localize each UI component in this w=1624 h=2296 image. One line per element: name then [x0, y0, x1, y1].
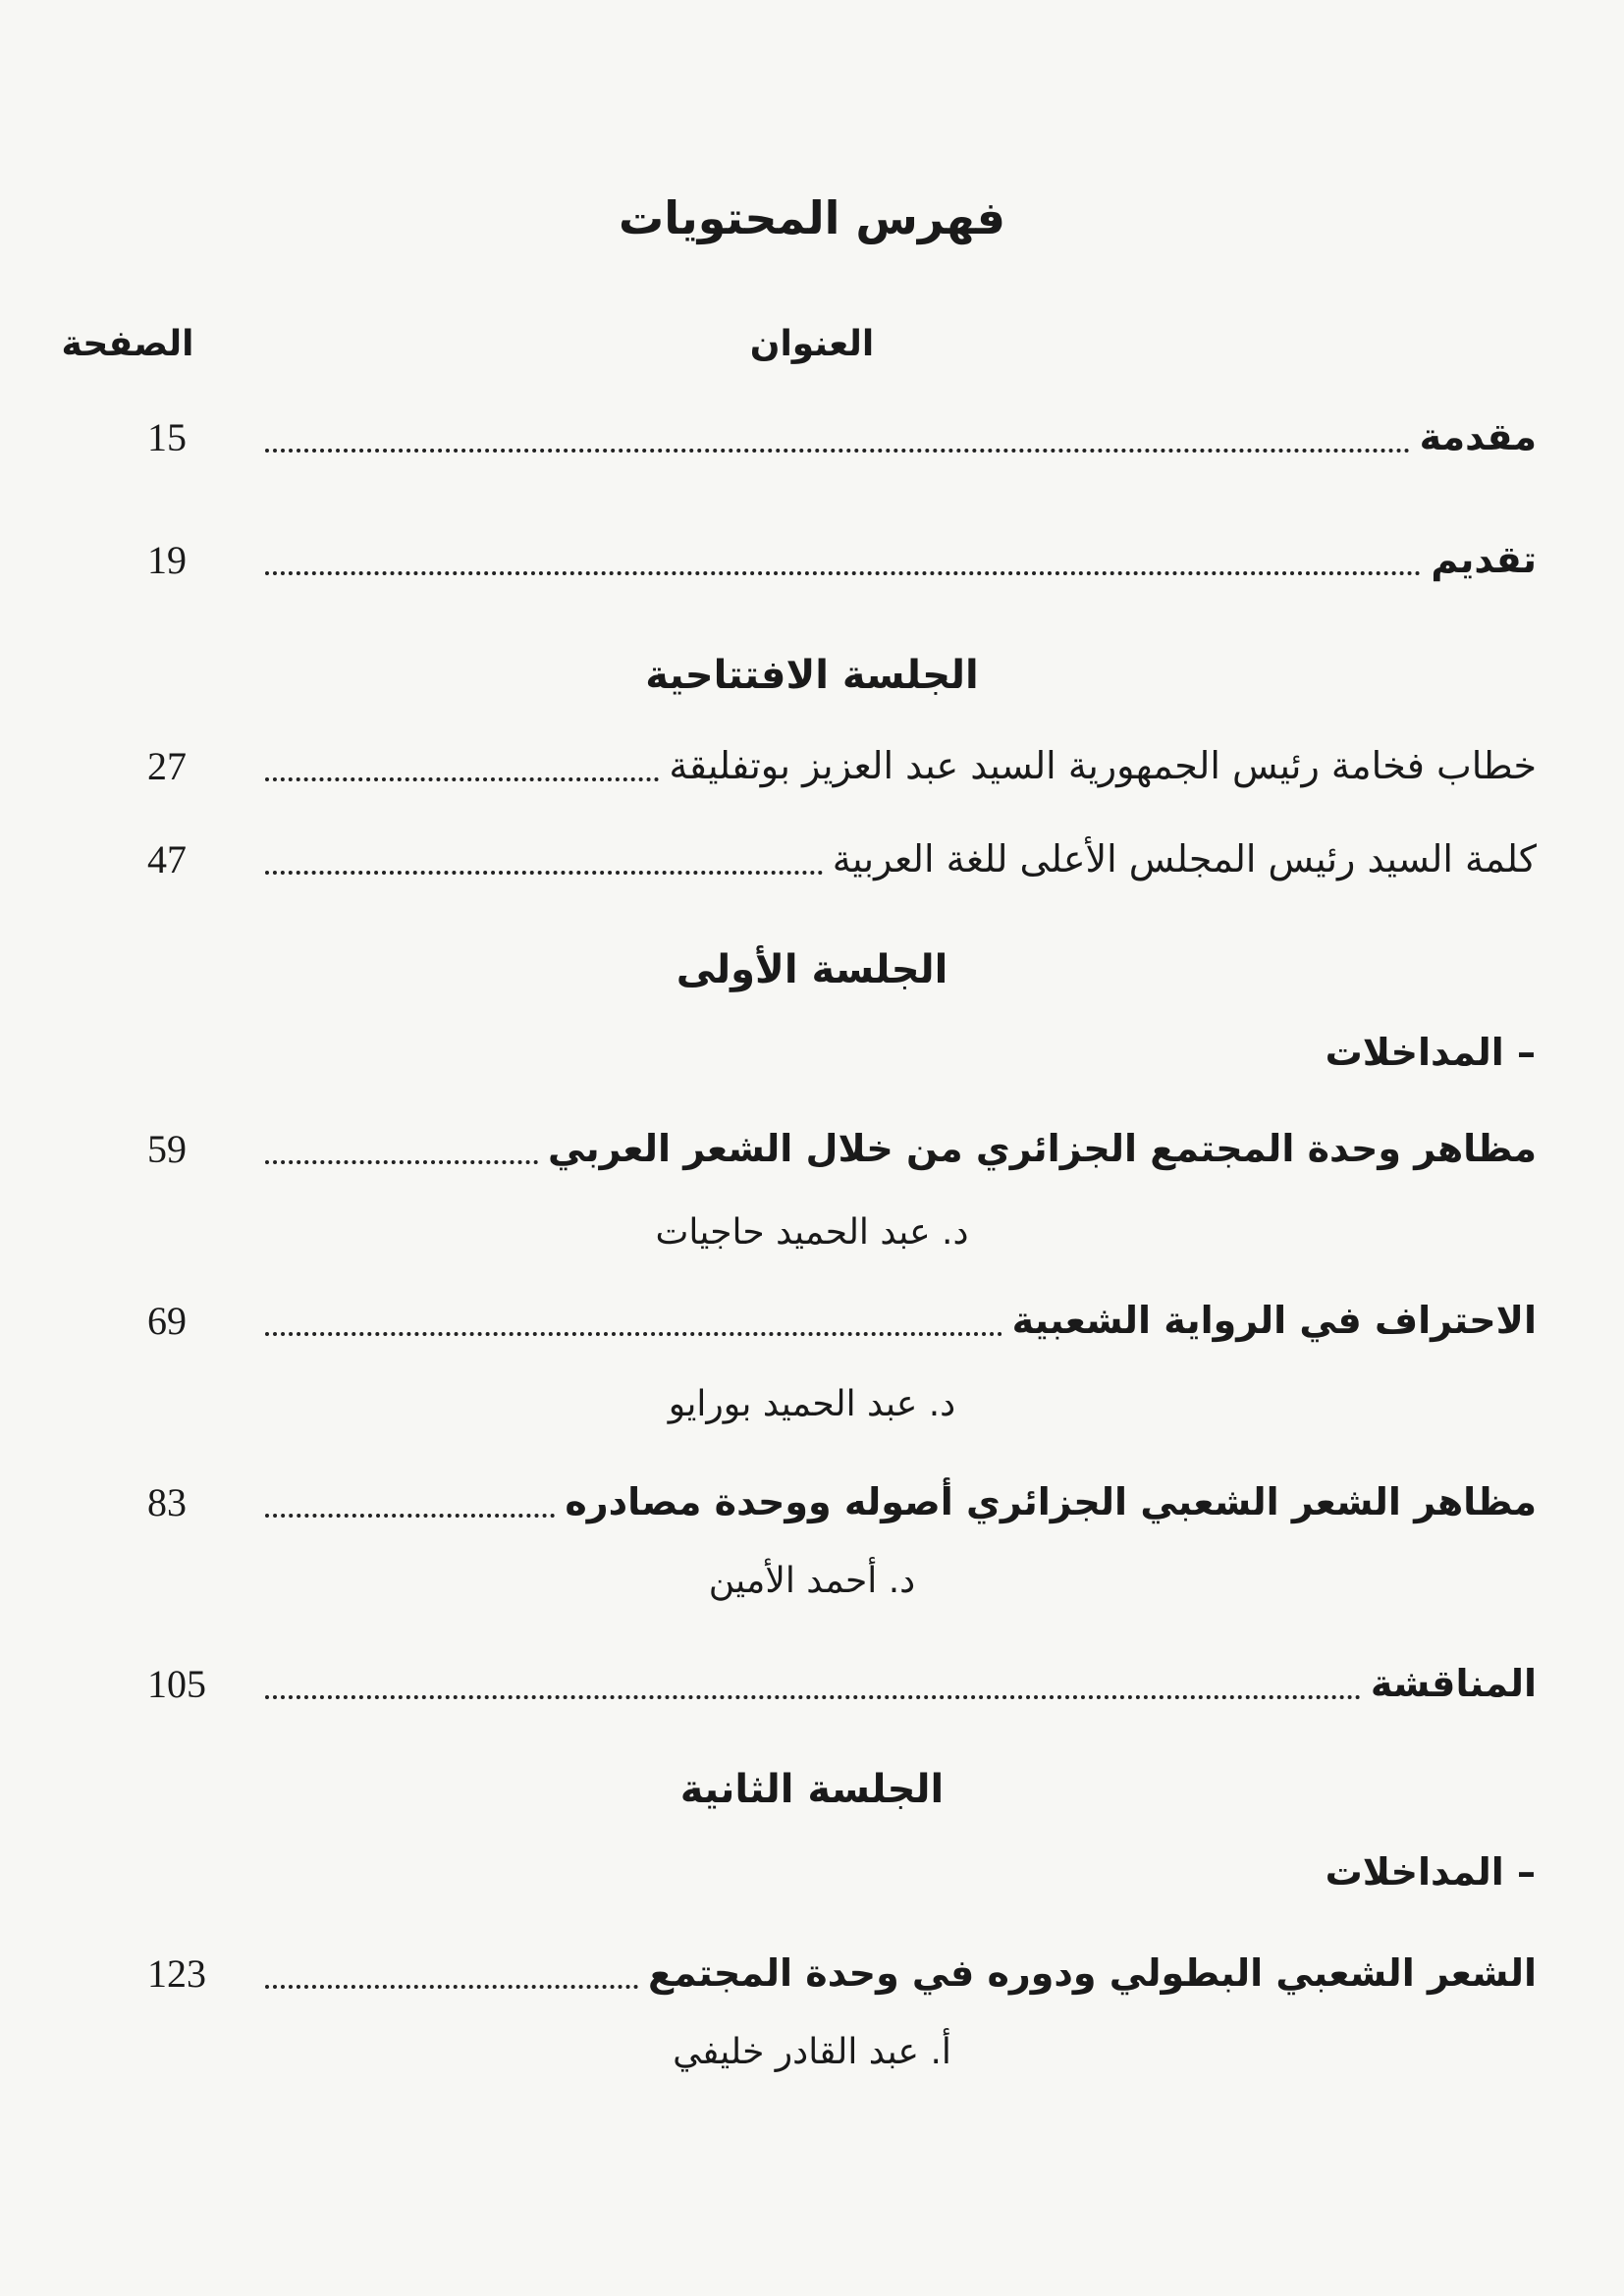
entry-label: الشعر الشعبي البطولي ودوره في وحدة المجتمع [647, 1951, 1537, 1995]
leader-dots [265, 777, 659, 781]
section-heading: الجلسة الأولى [676, 947, 948, 992]
leader-dots [265, 1160, 538, 1164]
toc-entry-mazahir2 [147, 1472, 1537, 1531]
entry-page: 27 [147, 743, 187, 788]
leader-dots [265, 449, 1410, 453]
subsection-heading: – المداخلات [1325, 1031, 1536, 1074]
entry-author: أ. عبد القادر خليفي [673, 2032, 951, 2072]
toc-entry-ihtiraf [147, 1291, 1537, 1350]
entry-author: د. أحمد الأمين [708, 1561, 916, 1601]
entry-page: 105 [147, 1661, 206, 1706]
entry-label: الاحتراف في الرواية الشعبية [1011, 1299, 1537, 1342]
entry-author: د. عبد الحميد بورايو [668, 1384, 956, 1424]
section-heading: الجلسة الافتتاحية [645, 653, 979, 698]
section-heading: الجلسة الثانية [679, 1767, 945, 1812]
entry-label: خطاب فخامة رئيس الجمهورية السيد عبد العزيز بوتفليقة [669, 744, 1537, 787]
entry-page: 47 [147, 836, 187, 881]
leader-dots [265, 871, 823, 875]
toc-entry-shir [147, 1944, 1537, 2002]
entry-label: كلمة السيد رئيس المجلس الأعلى للغة العربية [832, 837, 1537, 881]
entry-author: د. عبد الحميد حاجيات [655, 1212, 969, 1253]
entry-label: مظاهر وحدة المجتمع الجزائري من خلال الشعر العربي [547, 1127, 1537, 1170]
subsection-heading: – المداخلات [1325, 1850, 1536, 1894]
leader-dots [265, 571, 1421, 575]
leader-dots [265, 1985, 638, 1989]
column-header-page: الصفحة [61, 324, 194, 364]
entry-label: مقدمة [1419, 415, 1537, 458]
entry-page: 59 [147, 1126, 187, 1171]
toc-entry-muqaddima [147, 407, 1537, 466]
toc-entry-munaqasha [147, 1654, 1537, 1713]
entry-label: المناقشة [1370, 1662, 1537, 1705]
toc-entry-mazahir1 [147, 1119, 1537, 1178]
leader-dots [265, 1332, 1002, 1336]
page-title: فهرس المحتويات [618, 191, 1005, 244]
leader-dots [265, 1695, 1361, 1699]
leader-dots [265, 1514, 555, 1518]
entry-page: 15 [147, 414, 187, 459]
toc-entry-kalima [147, 829, 1537, 888]
column-header-title: العنوان [749, 324, 875, 364]
entry-page: 123 [147, 1950, 206, 1996]
entry-label: مظاهر الشعر الشعبي الجزائري أصوله ووحدة مصادره [565, 1480, 1537, 1523]
entry-label: تقديم [1431, 538, 1537, 581]
entry-page: 19 [147, 537, 187, 582]
entry-page: 69 [147, 1298, 187, 1343]
entry-page: 83 [147, 1479, 187, 1524]
toc-entry-khitab [147, 736, 1537, 795]
toc-entry-taqdim [147, 530, 1537, 589]
